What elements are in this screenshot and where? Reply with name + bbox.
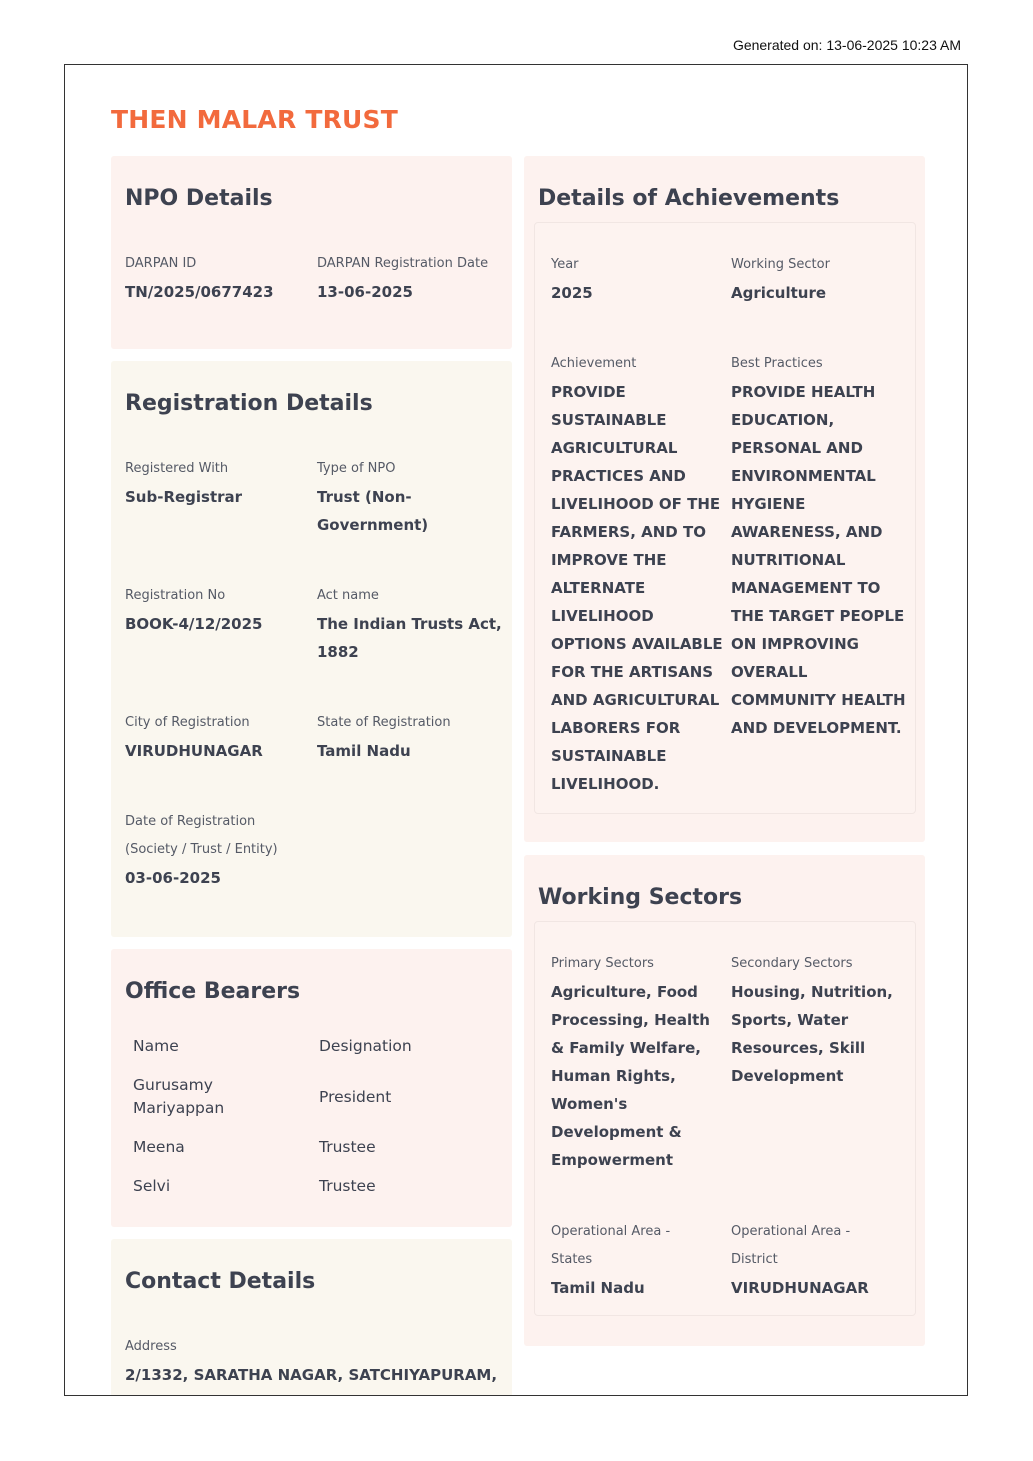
contact-details-title: Contact Details	[125, 1269, 316, 1294]
working-sector-label: Working Sector	[731, 257, 830, 272]
registration-details-title: Registration Details	[125, 391, 373, 416]
registration-no-value: BOOK-4/12/2025	[125, 615, 263, 633]
working-sectors-inner-panel	[534, 921, 916, 1316]
registration-date-value: 03-06-2025	[125, 869, 221, 887]
year-label: Year	[551, 257, 579, 272]
operational-district-value: VIRUDHUNAGAR	[731, 1279, 869, 1297]
npo-details-title: NPO Details	[125, 186, 273, 211]
achievement-value: PROVIDE SUSTAINABLE AGRICULTURAL PRACTICES AND LIVELIHOOD OF THE FARMERS, AND TO IMPROVE THE ALTERNATE LIVELIHOOD OPTIONS AVAILABLE FOR THE ARTISANS AND AGRICULTURAL LABORERS FOR SUSTAINABLE LIVELIHOOD.	[551, 383, 723, 793]
contact-details-card	[111, 1239, 512, 1396]
report-frame	[64, 64, 968, 1396]
act-name-label: Act name	[317, 588, 379, 603]
registered-with-value: Sub-Registrar	[125, 488, 243, 506]
office-bearers-title: Office Bearers	[125, 979, 301, 1004]
registration-date-label: Date of Registration (Society / Trust / Entity)	[125, 814, 278, 857]
darpan-date-label: DARPAN Registration Date	[317, 256, 489, 271]
state-label: State of Registration	[317, 715, 451, 730]
bearer-name: Gurusamy Mariyappan	[133, 1076, 225, 1117]
darpan-id-value: TN/2025/0677423	[125, 283, 274, 301]
registration-details-card	[111, 361, 512, 937]
generated-timestamp: Generated on: 13-06-2025 10:23 AM	[732, 37, 961, 53]
primary-sectors-label: Primary Sectors	[551, 956, 654, 971]
working-sector-value: Agriculture	[731, 284, 827, 302]
secondary-sectors-value: Housing, Nutrition, Sports, Water Resources, Skill Development	[731, 983, 893, 1085]
npo-type-value: Trust (Non-Government)	[317, 488, 429, 534]
bearer-designation: President	[319, 1088, 392, 1106]
npo-details-card	[111, 156, 512, 349]
achievement-label: Achievement	[551, 356, 637, 371]
bearer-name: Meena	[133, 1138, 185, 1156]
achievements-title: Details of Achievements	[538, 186, 840, 211]
darpan-id-label: DARPAN ID	[125, 256, 197, 271]
designation-column-header: Designation	[319, 1037, 412, 1055]
city-label: City of Registration	[125, 715, 250, 730]
city-value: VIRUDHUNAGAR	[125, 742, 263, 760]
primary-sectors-value: Agriculture, Food Processing, Health & Family Welfare, Human Rights, Women's Development & Empowerment	[551, 983, 710, 1169]
operational-states-label: Operational Area - States	[551, 1224, 671, 1267]
secondary-sectors-label: Secondary Sectors	[731, 956, 853, 971]
registered-with-label: Registered With	[125, 461, 229, 476]
operational-states-value: Tamil Nadu	[551, 1279, 645, 1297]
office-bearers-card	[111, 949, 512, 1227]
best-practices-value: PROVIDE HEALTH EDUCATION, PERSONAL AND ENVIRONMENTAL HYGIENE AWARENESS, AND NUTRITIONAL MANAGEMENT TO THE TARGET PEOPLE ON IMPROVING OVERALL COMMUNITY HEALTH AND DEVELOPMENT.	[731, 383, 906, 737]
act-name-value: The Indian Trusts Act, 1882	[317, 615, 502, 661]
year-value: 2025	[551, 284, 593, 302]
operational-district-label: Operational Area - District	[731, 1224, 851, 1267]
bearer-designation: Trustee	[319, 1177, 376, 1195]
achievements-card	[524, 156, 925, 842]
working-sectors-card	[524, 855, 925, 1346]
registration-no-label: Registration No	[125, 588, 226, 603]
best-practices-label: Best Practices	[731, 356, 823, 371]
achievements-inner-panel	[534, 222, 916, 814]
bearer-designation: Trustee	[319, 1138, 376, 1156]
working-sectors-title: Working Sectors	[538, 885, 743, 910]
darpan-date-value: 13-06-2025	[317, 283, 413, 301]
npo-type-label: Type of NPO	[317, 461, 396, 476]
address-value: 2/1332, SARATHA NAGAR, SATCHIYAPURAM,	[125, 1366, 498, 1384]
address-label: Address	[125, 1339, 177, 1354]
organization-name: THEN MALAR TRUST	[111, 105, 399, 134]
bearer-name: Selvi	[133, 1177, 171, 1195]
state-value: Tamil Nadu	[317, 742, 411, 760]
name-column-header: Name	[133, 1037, 179, 1055]
